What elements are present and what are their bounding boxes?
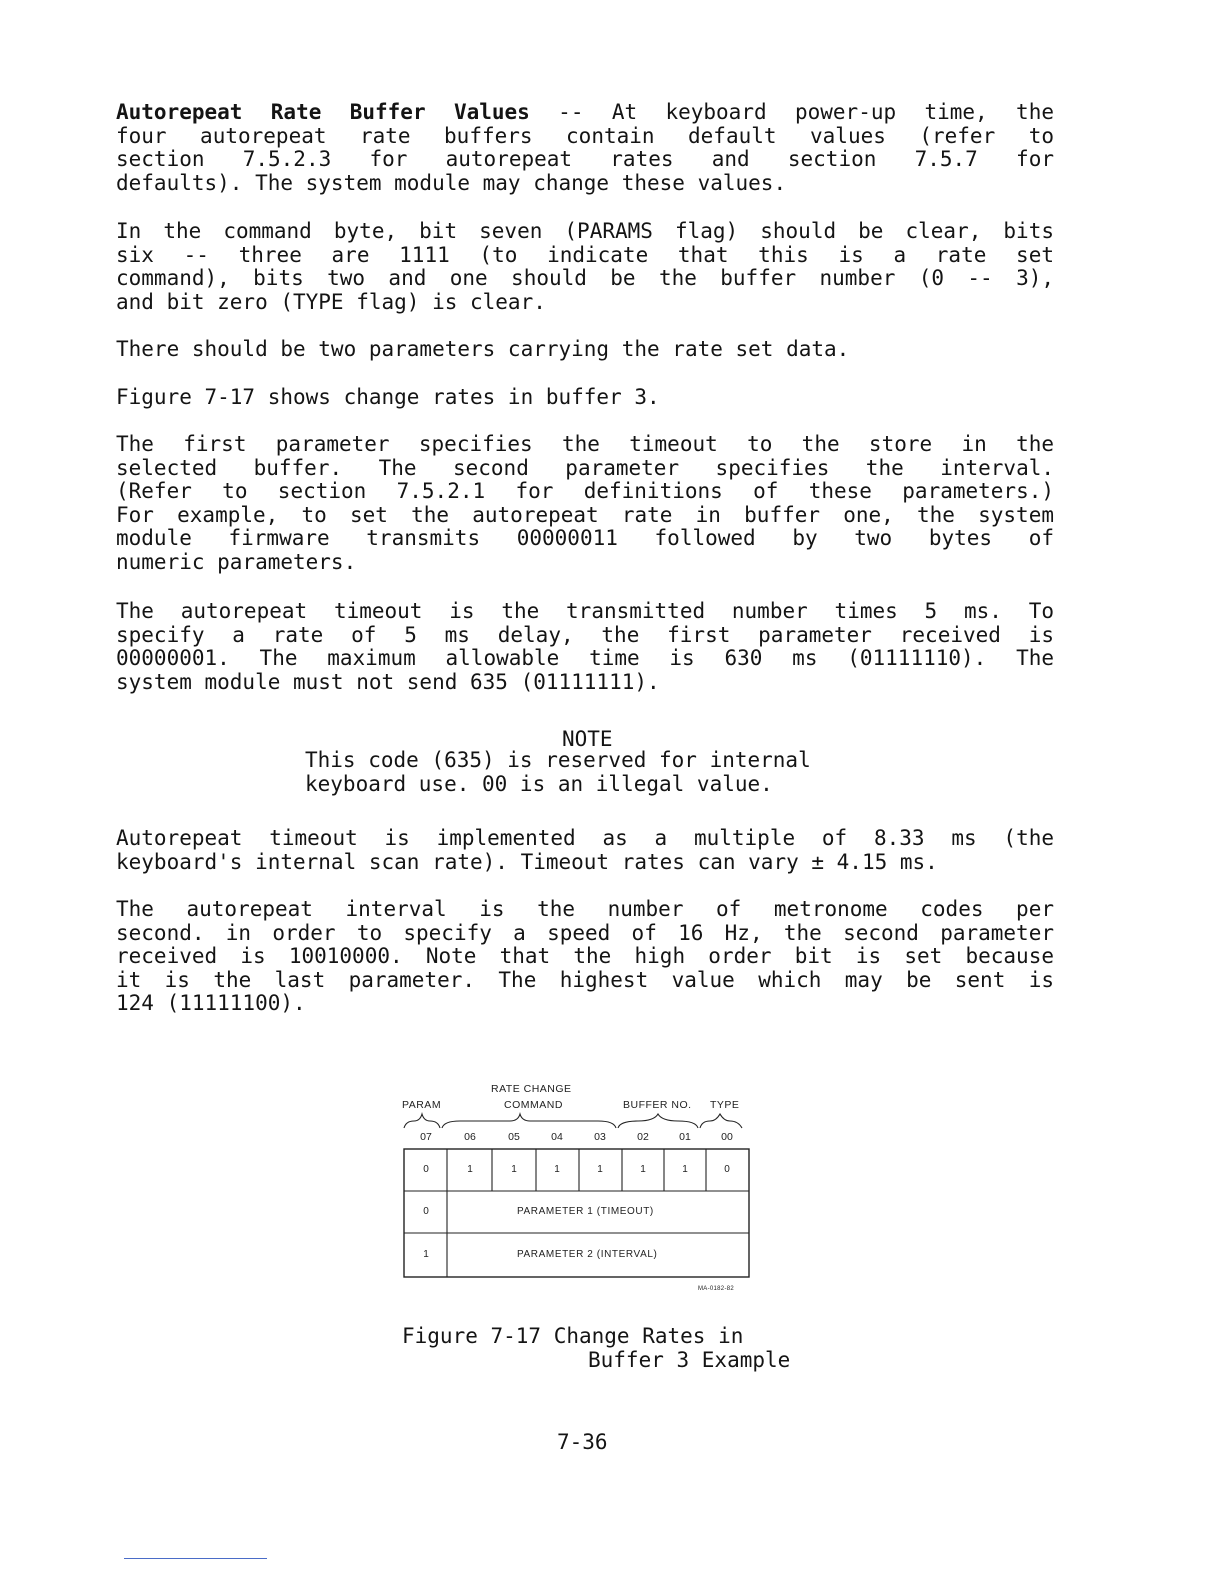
bit-number: 05 xyxy=(508,1131,520,1143)
note-line: keyboard use. 00 is an illegal value. xyxy=(305,771,773,796)
page-number: 7-36 xyxy=(557,1430,608,1454)
paragraph-command-byte xyxy=(116,220,1054,314)
paragraph-line: 00000001. The maximum allowable time is 630 ms (01111110). The xyxy=(116,646,1054,670)
paragraph-two-parameters xyxy=(116,338,1054,362)
paragraph-line: specify a rate of 5 ms delay, the first parameter received is xyxy=(116,622,1054,647)
paragraph-autorepeat-timeout xyxy=(116,600,1054,694)
parameter-1-label: PARAMETER 1 (TIMEOUT) xyxy=(517,1206,654,1217)
label-buffer-no: BUFFER NO. xyxy=(623,1099,692,1111)
bit-number: 01 xyxy=(679,1131,691,1143)
command-bit-value: 0 xyxy=(423,1164,429,1175)
paragraph-line: and bit zero (TYPE flag) is clear. xyxy=(116,289,546,314)
command-bit-value: 1 xyxy=(682,1164,688,1175)
paragraph-line: four autorepeat rate buffers contain default values (refer to xyxy=(116,123,1054,148)
paragraph-line: Autorepeat Rate Buffer Values -- At keyboard power-up time, the xyxy=(116,100,1054,124)
paragraph-line: six -- three are 1111 (to indicate that this is a rate set xyxy=(116,242,1054,267)
bit-number: 04 xyxy=(551,1131,563,1143)
label-rate-change: RATE CHANGE xyxy=(491,1083,572,1095)
brace-type xyxy=(700,1114,742,1128)
figure-caption xyxy=(402,1324,790,1372)
caption-line-1: Figure 7-17 Change Rates in xyxy=(402,1324,744,1348)
command-bit-value: 1 xyxy=(640,1164,646,1175)
brace-rate-change xyxy=(442,1114,616,1128)
parameter-2-flag: 1 xyxy=(423,1249,429,1260)
paragraph-line: module firmware transmits 00000011 followed by two bytes of xyxy=(116,526,1054,550)
paragraph-line: defaults). The system module may change these values. xyxy=(116,170,787,195)
label-param: PARAM xyxy=(402,1099,442,1111)
note-body xyxy=(305,749,925,796)
paragraph-line: (Refer to section 7.5.2.1 for definitions of these parameters.) xyxy=(116,479,1054,503)
paragraph-line: Figure 7-17 shows change rates in buffer 3. xyxy=(116,385,660,409)
bit-number: 00 xyxy=(721,1131,733,1143)
paragraph-line: second. in order to specify a speed of 16 Hz, the second parameter xyxy=(116,920,1054,945)
bit-number: 07 xyxy=(420,1131,432,1143)
parameter-1-flag: 0 xyxy=(423,1206,429,1217)
command-bit-value: 1 xyxy=(597,1164,603,1175)
paragraph-timeout-implementation xyxy=(116,827,1054,874)
command-bit-value: 1 xyxy=(467,1164,473,1175)
paragraph-line: The autorepeat interval is the number of metronome codes per xyxy=(116,897,1054,921)
paragraph-line: system module must not send 635 (01111111). xyxy=(116,669,660,694)
label-command: COMMAND xyxy=(504,1099,563,1111)
command-bit-value: 1 xyxy=(511,1164,517,1175)
command-bit-value: 0 xyxy=(724,1164,730,1175)
caption-line-2: Buffer 3 Example xyxy=(588,1348,791,1372)
paragraph-line: section 7.5.2.3 for autorepeat rates and section 7.5.7 for xyxy=(116,147,1054,171)
paragraph-line: Autorepeat timeout is implemented as a multiple of 8.33 ms (the xyxy=(116,826,1054,850)
command-bit-value: 1 xyxy=(554,1164,560,1175)
section-heading: Autorepeat Rate Buffer Values xyxy=(116,100,530,124)
paragraph-line: keyboard's internal scan rate). Timeout rates can vary ± 4.15 ms. xyxy=(116,849,938,874)
bit-number: 02 xyxy=(637,1131,649,1143)
bit-number: 03 xyxy=(594,1131,606,1143)
note-title: NOTE xyxy=(562,727,613,751)
paragraph-line: In the command byte, bit seven (PARAMS flag) should be clear, bits xyxy=(116,219,1054,243)
parameter-2-label: PARAMETER 2 (INTERVAL) xyxy=(517,1249,658,1260)
paragraph-figure-reference xyxy=(116,386,1054,410)
paragraph-autorepeat-interval xyxy=(116,898,1054,1016)
paragraph-line: The autorepeat timeout is the transmitted number times 5 ms. To xyxy=(116,599,1054,623)
drawing-id: MA-0182-82 xyxy=(698,1286,735,1292)
paragraph-line: The first parameter specifies the timeout to the store in the xyxy=(116,432,1054,456)
footer-rule xyxy=(124,1558,267,1559)
paragraph-line: For example, to set the autorepeat rate in buffer one, the system xyxy=(116,502,1054,527)
label-type: TYPE xyxy=(710,1099,740,1111)
brace-buffer-no xyxy=(618,1114,698,1128)
paragraph-line: it is the last parameter. The highest value which may be sent is xyxy=(116,967,1054,992)
paragraph-line: received is 10010000. Note that the high order bit is set because xyxy=(116,944,1054,968)
brace-param xyxy=(404,1114,440,1128)
paragraph-line: command), bits two and one should be the buffer number (0 -- 3), xyxy=(116,266,1054,290)
figure-7-17-diagram xyxy=(380,1075,770,1305)
paragraph-line: numeric parameters. xyxy=(116,549,357,574)
paragraph-line: selected buffer. The second parameter specifies the interval. xyxy=(116,455,1054,480)
note-line: This code (635) is reserved for internal xyxy=(305,748,811,772)
paragraph-first-parameter xyxy=(116,433,1054,574)
bit-number: 06 xyxy=(464,1131,476,1143)
paragraph-line: There should be two parameters carrying the rate set data. xyxy=(116,337,850,361)
paragraph-autorepeat-rate-buffer-values xyxy=(116,101,1054,195)
paragraph-line: 124 (11111100). xyxy=(116,991,306,1015)
